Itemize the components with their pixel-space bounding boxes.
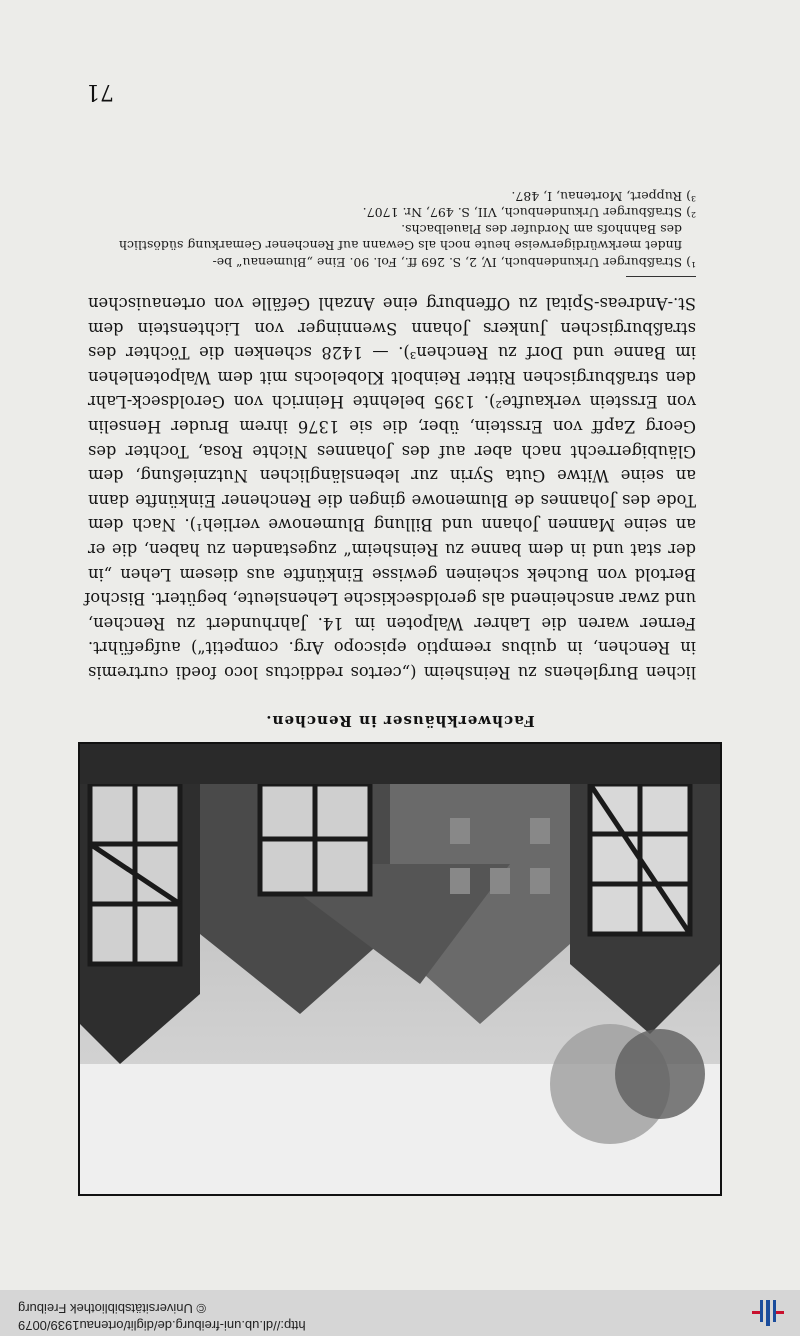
footnote-1 — [88, 254, 696, 271]
source-info — [18, 1300, 306, 1334]
body-line: von Ersstein verkaufte²). 1395 belehnte Heinrich von Geroldseck-Lahr — [88, 392, 696, 412]
footnote-mark: ³) — [686, 189, 696, 204]
footnote-mark: ²) — [686, 205, 696, 221]
viewer-header — [0, 1289, 800, 1336]
body-line: der stat und in dem banne zu Reinsheim“ zugestanden zu haben, die er — [88, 540, 696, 560]
footnote-divider — [626, 276, 696, 277]
body-line: Ferner waren die Lahrer Walpoten im 14. Jahrhundert zu Renchen, — [88, 613, 696, 633]
body-line: St.-Andreas-Spital zu Offenburg eine Anzahl Gefälle von ortenauischen — [88, 294, 696, 314]
university-logo-icon — [750, 1298, 786, 1328]
footnote-mark: ¹) — [686, 255, 696, 270]
body-line: Gläubigerrecht nach aber auf des Johannes Nichte Rosa, Tochter des — [88, 441, 696, 461]
copyright-notice: © Universitätsbibliothek Freiburg — [18, 1301, 207, 1316]
photo-caption: Fachwerkhäuser in Renchen. — [265, 712, 535, 730]
footnote-1-cont: des Bahnhofs am Nordufer des Plauelbachs. — [401, 222, 682, 237]
body-line: den straßburgischen Ritter Reinbolt Klobelochs mit dem Walpotenlehen — [88, 367, 696, 387]
body-line: an seine Witwe Guta Syrin zur lebenslänglichen Nutznießung, dem — [88, 466, 696, 486]
footnote-text: Straßburger Urkundenbuch, IV, 2, S. 269 ff., Fol. 90. Eine „Blumenau“ be- — [212, 255, 683, 270]
footnote-1-cont: findet merkwürdigerweise heute noch als Gewann auf Renchener Gemarkung südöstlich — [118, 238, 682, 254]
footnote-3 — [88, 188, 696, 205]
footnote-text: Straßburger Urkundenbuch, VII, S. 497, Nr. 1707. — [362, 205, 683, 221]
photo-illustration — [80, 744, 720, 1194]
footnotes — [88, 188, 696, 271]
source-url[interactable]: http://dl.ub.uni-freiburg.de/diglit/ortenau1939/0079 — [18, 1318, 306, 1333]
body-line: lichen Burglehens zu Reinsheim („certos reddictus loco foedi curtremis — [88, 663, 696, 682]
body-line: Tode des Johannes de Blumenowe gingen die Renchener Einkünfte dann — [88, 490, 696, 510]
footnote-text: Ruppert, Mortenau, I, 487. — [511, 189, 683, 204]
body-line: in Renchen, in quibus reemptio episcopo Arg. competit“) aufgeführt. — [88, 638, 696, 658]
body-line: und zwar anscheinend als geroldseckische Lehensleute, begütert. Bischof — [84, 589, 696, 609]
page-number: 71 — [86, 79, 114, 104]
body-text — [84, 291, 696, 685]
footnote-2 — [88, 204, 696, 221]
body-line: Georg Zapff von Ersstein, über, die sie 1376 ihrem Bruder Henselin — [88, 417, 696, 437]
body-line: Bertold von Buchek scheinen gewisse Einkünfte aus diesem Lehen „in — [88, 564, 696, 584]
body-line: straßburgischen Junkers Johann Swenninger von Lichtenstein dem — [88, 318, 696, 338]
body-line: im Banne und Dorf zu Renchen³). — 1428 schenken die Töchter des — [88, 343, 696, 363]
body-line: an seine Mannen Johann und Billung Blumenowe verlieh¹). Nach dem — [88, 515, 696, 535]
half-timbered-houses-photo — [78, 742, 722, 1196]
